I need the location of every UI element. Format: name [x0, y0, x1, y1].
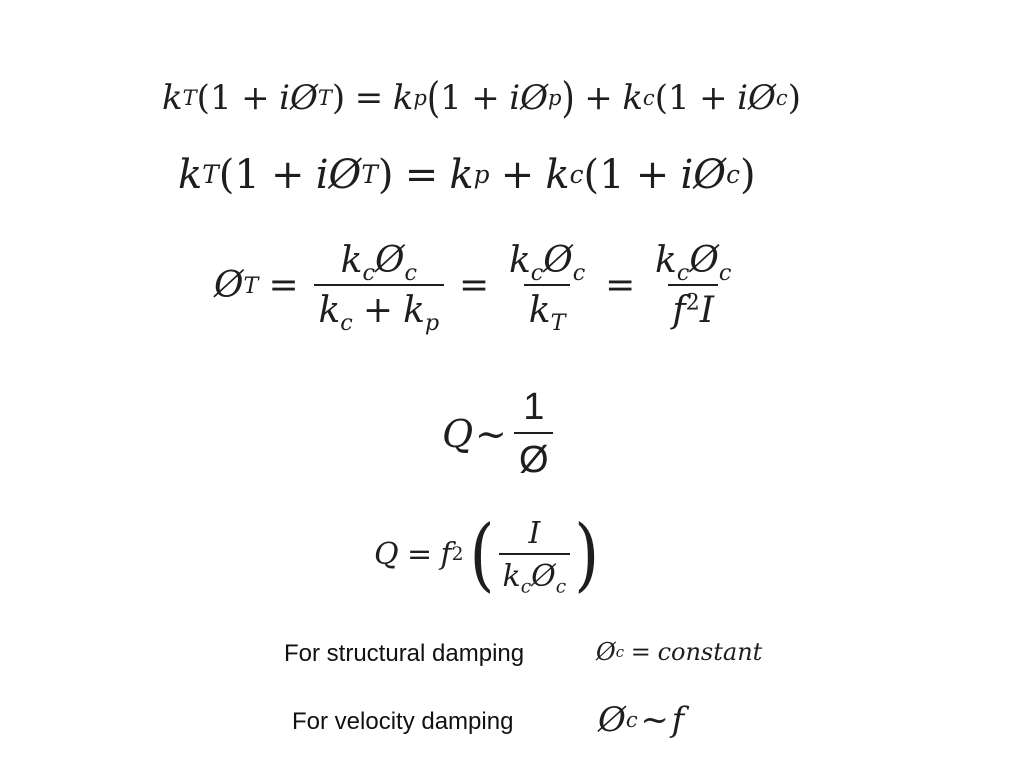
equals-sign: = — [459, 265, 490, 307]
subscript-p: p — [424, 309, 440, 336]
plus-sign: + — [584, 78, 613, 118]
symbol-k: k — [502, 558, 521, 594]
subscript-c: c — [340, 309, 353, 336]
symbol-phi: Ø — [598, 700, 626, 740]
equation-1: k T ( 1 + i Ø T ) = k p ( 1 + i Ø p ) + k c ( 1 + i Ø c ) — [162, 73, 801, 123]
symbol-phi: Ø — [596, 638, 616, 666]
equals-sign: = — [407, 537, 433, 573]
paren-open: ( — [196, 78, 210, 118]
equation-4 — [442, 386, 559, 482]
fraction-denominator — [499, 553, 570, 598]
fraction-numerator: 1 — [523, 386, 545, 428]
equals-sign: = — [354, 78, 384, 118]
subscript-c: c — [530, 259, 544, 286]
tilde-sign: ~ — [640, 700, 669, 740]
symbol-i-inertia: I — [699, 290, 715, 332]
equals-sign: = — [268, 265, 299, 307]
symbol-phi: Ø — [689, 240, 719, 281]
number-one: 1 — [668, 78, 690, 118]
symbol-k: k — [162, 78, 183, 118]
symbol-k: k — [392, 78, 414, 118]
symbol-i: i — [315, 152, 329, 198]
subscript-t: T — [550, 309, 566, 336]
symbol-phi: Ø — [543, 240, 573, 281]
symbol-i-inertia: I — [528, 516, 541, 551]
paren-open: ( — [654, 78, 668, 118]
symbol-phi: Ø — [693, 152, 727, 198]
symbol-k: k — [508, 240, 531, 281]
symbol-i: i — [737, 78, 749, 118]
symbol-phi: Ø — [289, 78, 318, 118]
symbol-phi: Ø — [374, 240, 405, 281]
fraction-1 — [314, 240, 443, 336]
symbol-k: k — [528, 290, 551, 332]
fraction-2 — [505, 240, 590, 336]
fraction-denominator — [524, 284, 569, 336]
number-one: 1 — [440, 78, 462, 118]
fraction-numerator — [651, 240, 736, 284]
fraction-i-over-kc-phic — [499, 516, 570, 598]
symbol-k: k — [622, 78, 643, 118]
symbol-phi: Ø — [531, 558, 556, 594]
paren-open: ( — [426, 73, 441, 123]
number-one: 1 — [599, 152, 625, 198]
symbol-i: i — [279, 78, 290, 118]
symbol-k: k — [655, 240, 677, 281]
equation-3: Ø T = $\frac{k_cØ_c}{k_c + k_p}$ = $\frac{k_cØ_c}{k_T}$ = $\frac{k_cØ_c}{f^2I}$ — [214, 240, 741, 331]
paren-open: ( — [218, 152, 235, 198]
symbol-phi: Ø — [214, 265, 244, 307]
superscript-2: 2 — [685, 289, 700, 316]
paren-close: ) — [331, 78, 346, 118]
subscript-c: c — [572, 259, 586, 286]
subscript-c: c — [676, 259, 690, 286]
symbol-f: f — [671, 700, 685, 740]
subscript-c: c — [718, 259, 732, 286]
paren-close: ) — [561, 73, 575, 123]
number-one: 1 — [209, 78, 232, 118]
plus-sign: + — [699, 78, 728, 118]
subscript-c: c — [362, 259, 375, 286]
number-one: 1 — [234, 152, 260, 198]
plus-sign: + — [635, 152, 670, 198]
symbol-f: f — [440, 537, 452, 573]
subscript-c: c — [404, 259, 417, 286]
fraction-denominator — [668, 284, 718, 331]
subscript-c: c — [520, 576, 532, 598]
equals-sign: = — [605, 265, 636, 307]
fraction-denominator — [314, 284, 443, 336]
paren-close: ) — [377, 152, 394, 198]
plus-sign: + — [500, 152, 535, 198]
equation-2: k T ( 1 + i Ø T ) = k p + k c ( 1 + i Ø c ) — [178, 152, 756, 198]
paren-close: ) — [787, 78, 801, 118]
fraction-1-over-phi — [514, 386, 553, 482]
paren-close: ) — [574, 508, 600, 602]
symbol-k: k — [403, 290, 425, 332]
fraction-3 — [651, 240, 736, 331]
symbol-f: f — [672, 290, 686, 332]
symbol-i: i — [680, 152, 694, 198]
symbol-k: k — [318, 290, 341, 332]
fraction-denominator: Ø — [514, 432, 553, 482]
structural-damping-label: For structural damping — [284, 640, 525, 667]
subscript-c: c — [555, 576, 567, 598]
plus-sign: + — [362, 290, 394, 332]
velocity-damping-label: For velocity damping — [292, 708, 514, 735]
constant-text: constant — [657, 638, 763, 666]
symbol-phi: Ø — [520, 78, 549, 118]
symbol-k: k — [545, 152, 570, 198]
symbol-k: k — [449, 152, 474, 198]
symbol-q: Q — [442, 411, 474, 456]
fraction-numerator — [505, 240, 590, 284]
symbol-q: Q — [374, 537, 399, 573]
equals-sign: = — [404, 152, 439, 198]
fraction-numerator — [525, 516, 544, 553]
symbol-phi: Ø — [328, 152, 362, 198]
paren-open: ( — [583, 152, 600, 198]
plus-sign: + — [241, 78, 270, 118]
symbol-phi: Ø — [748, 78, 776, 118]
symbol-k: k — [178, 152, 203, 198]
plus-sign: + — [271, 152, 305, 198]
paren-open: ( — [469, 508, 495, 602]
tilde-sign: ~ — [475, 411, 507, 456]
equation-5: Q = f 2 ( $\frac{I}{k_cØ_c}$ ) — [374, 508, 600, 602]
equals-sign: = — [630, 638, 651, 666]
paren-close: ) — [739, 152, 756, 198]
plus-sign: + — [471, 78, 500, 118]
symbol-i: i — [509, 78, 521, 118]
symbol-k: k — [340, 240, 363, 281]
structural-damping-equation: Ø c = constant — [596, 638, 763, 666]
fraction-numerator — [336, 240, 421, 284]
velocity-damping-equation: Ø c ~ f — [598, 700, 685, 740]
